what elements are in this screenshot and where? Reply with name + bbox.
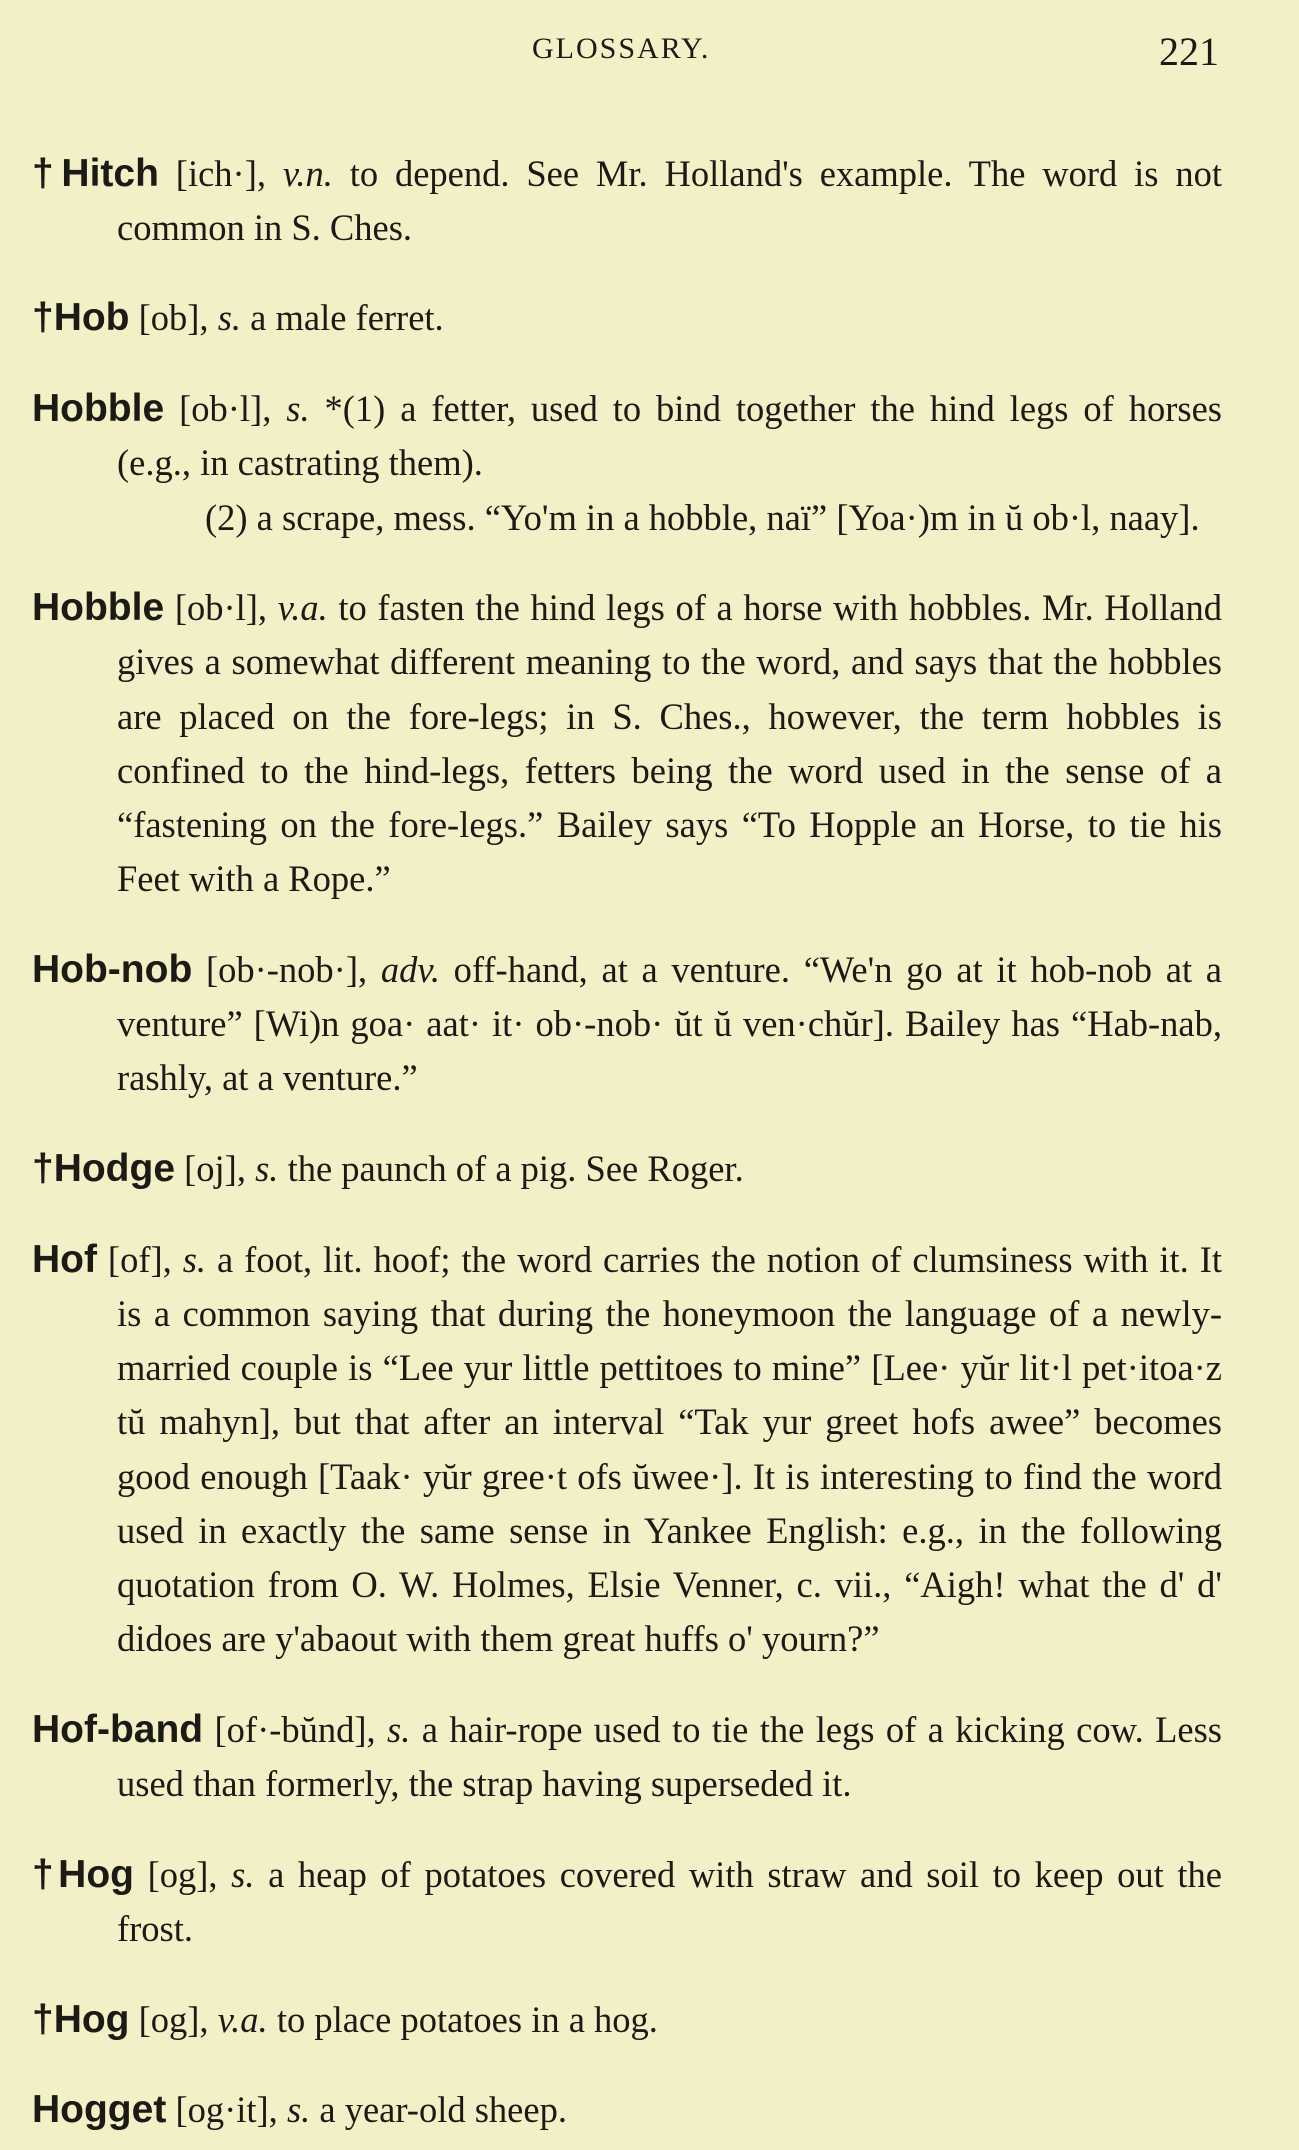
- headword: Hogget: [32, 2088, 167, 2132]
- pronunciation: [oj],: [175, 1148, 246, 1190]
- pronunciation: [og],: [129, 1998, 209, 2040]
- definition: a male ferret.: [241, 297, 444, 339]
- pronunciation: [og],: [134, 1853, 218, 1895]
- pronunciation: [ob·l],: [164, 587, 268, 629]
- entry-hof-band: [32, 1703, 1222, 1811]
- definition: a foot, lit. hoof; the word carries the notion of clumsiness with it. It is a common saying that during the honeymoon the language of a newly-married couple is “Lee yur little pettitoes to mine” [Lee· yŭr lit·l pet·itoa·z tŭ mahyn], but that after an interval “Tak yur greet hofs awee” becomes good enough [Taak· yŭr gree·t ofs ŭwee·]. It is interesting to find the word used in exactly the same sense in Yankee English: e.g., in the following quotation from O. W. Holmes, Elsie Venner, c. vii., “Aigh! what the d' d' didoes are y'abaout with them great huffs o' yourn?”: [117, 1238, 1222, 1660]
- headword: †Hitch: [32, 151, 159, 195]
- glossary-body: [32, 110, 1222, 2150]
- definition: to place potatoes in a hog.: [267, 1998, 658, 2040]
- headword: †Hodge: [32, 1147, 176, 1191]
- entry-hitch: [32, 147, 1222, 255]
- entry-hodge: [32, 1142, 1222, 1196]
- headword: †Hog: [32, 1852, 134, 1896]
- page-number: 221: [1159, 29, 1219, 74]
- definition: to fasten the hind legs of a horse with hobbles. Mr. Holland gives a somewhat different meaning to the word, and says that the hobbles are placed on the fore-legs; in S. Ches., however, the term hobbles is confined to the hind-legs, fetters being the word used in the sense of a “fastening on the fore-legs.” Bailey says “To Hopple an Horse, to tie his Feet with a Rope.”: [117, 587, 1222, 900]
- part-of-speech: adv.: [367, 948, 440, 990]
- definition: off-hand, at a venture. “We'n go at it hob-nob at a venture” [Wi)n goa· aat· it· ob·-nob· ŭt ŭ ven·chŭr]. Bailey has “Hab-nab, rashly, at a venture.”: [117, 948, 1222, 1099]
- pronunciation: [ob·l],: [164, 388, 272, 430]
- headword: †Hob: [32, 296, 130, 340]
- entry-hob-nob: [32, 943, 1222, 1106]
- headword: Hof: [32, 1237, 97, 1281]
- entry-hobble-noun: [32, 382, 1222, 545]
- part-of-speech: s.: [277, 2089, 311, 2131]
- pronunciation: [of],: [96, 1238, 172, 1280]
- pronunciation: [ich·],: [158, 152, 266, 194]
- part-of-speech: s.: [271, 388, 310, 430]
- part-of-speech: s.: [245, 1148, 279, 1190]
- definition: a heap of potatoes covered with straw and soil to keep out the frost.: [117, 1853, 1223, 1949]
- entry-hof: [32, 1233, 1222, 1667]
- definition: *(1) a fetter, used to bind together the hind legs of horses (e.g., in castrating them).: [117, 388, 1222, 484]
- definition: a hair-rope used to tie the legs of a kicking cow. Less used than formerly, the strap having superseded it.: [117, 1708, 1222, 1805]
- entry-hog-noun: [32, 1848, 1222, 1956]
- part-of-speech: s.: [217, 1853, 255, 1895]
- headword: Hob-nob: [32, 947, 193, 991]
- definition: a year-old sheep.: [310, 2089, 567, 2131]
- part-of-speech: v.a.: [208, 1998, 268, 2040]
- entry-hogget: [32, 2083, 1222, 2137]
- part-of-speech: s.: [375, 1708, 411, 1750]
- entry-hob: [32, 291, 1222, 345]
- pronunciation: [ob·-nob·],: [192, 948, 368, 990]
- pronunciation: [og·it],: [166, 2089, 278, 2131]
- sense-2: (2) a scrape, mess. “Yo'm in a hobble, naï” [Yoa·)m in ŭ ob·l, naay].: [205, 496, 1200, 538]
- headword: Hof-band: [32, 1707, 204, 1751]
- definition: to depend. See Mr. Holland's example. The word is not common in S. Ches.: [117, 152, 1222, 248]
- entry-hog-verb: [32, 1993, 1222, 2047]
- headword: Hobble: [32, 586, 165, 630]
- running-header: [0, 28, 1299, 78]
- headword: Hobble: [32, 387, 165, 431]
- part-of-speech: v.n.: [265, 152, 333, 194]
- headword: †Hog: [32, 1997, 130, 2041]
- running-title: GLOSSARY.: [532, 32, 711, 65]
- part-of-speech: v.a.: [267, 587, 328, 629]
- pronunciation: [of·-bŭnd],: [203, 1708, 376, 1750]
- part-of-speech: s.: [208, 297, 242, 339]
- definition: the paunch of a pig. See Roger.: [278, 1148, 744, 1190]
- pronunciation: [ob],: [129, 297, 209, 339]
- part-of-speech: s.: [171, 1238, 207, 1280]
- entry-hobble-verb: [32, 581, 1222, 906]
